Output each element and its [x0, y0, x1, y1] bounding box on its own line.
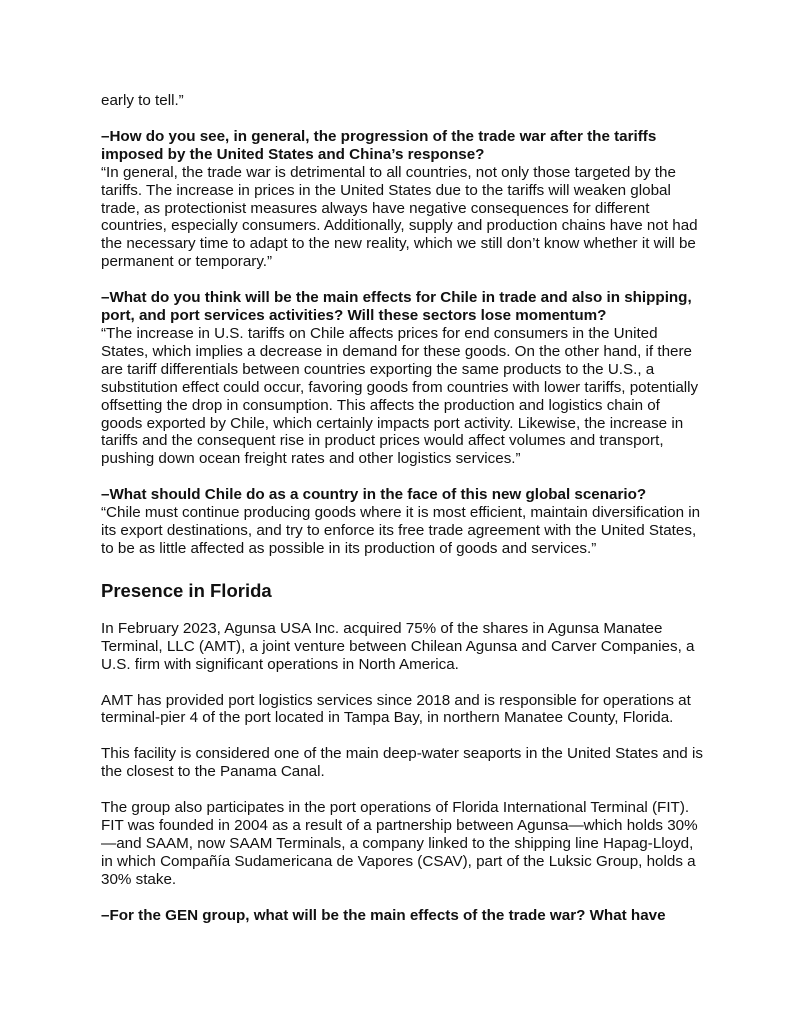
answer-what-should-chile-do: “Chile must continue producing goods where it is most efficient, maintain diversification in its export destinations, and try to enforce its free trade agreement with the United States, to be as little affected as possible in its production of goods and services.” — [101, 504, 701, 557]
paragraph-fit-operations: The group also participates in the port operations of Florida International Terminal (FIT). FIT was founded in 2004 as a result of a partnership between Agunsa—which holds 30%—and SAAM, now SAAM Terminals, a company linked to the shipping line Hapag-Lloyd, in which Compañía Sudamericana de Vapores (CSAV), part of the Luksic Group, holds a 30% stake. — [101, 799, 698, 888]
question-gen-group: –For the GEN group, what will be the main effects of the trade war? What have — [101, 906, 666, 924]
intro-tail-paragraph: early to tell.” — [101, 92, 184, 109]
answer-effects-for-chile: “The increase in U.S. tariffs on Chile affects prices for end consumers in the United States, which implies a decrease in demand for these goods. On the other hand, if there are tariff differentials between countries exporting the same products to the U.S., a substitution effect could occur, favoring goods from countries with lower tariffs, potentially offsetting the drop in consumption. This affects the production and logistics chain of goods exported by Chile, which certainly impacts port activity. Likewise, the increase in tariffs and the consequent rise in product prices would affect volumes and transport, pushing down ocean freight rates and other logistics services.” — [101, 324, 699, 468]
paragraph-amt-services: AMT has provided port logistics services since 2018 and is responsible for operations at terminal-pier 4 of the port located in Tampa Bay, in northern Manatee County, Florida. — [101, 691, 691, 727]
question-trade-war-progression: –How do you see, in general, the progression of the trade war after the tariffs imposed by the United States and China’s response? — [101, 127, 657, 163]
document-page — [101, 92, 703, 925]
answer-trade-war-progression: “In general, the trade war is detrimental to all countries, not only those targeted by the tariffs. The increase in prices in the United States due to the tariffs will weaken global trade, as protectionist measures always have negative consequences for different countries, especially consumers. Additionally, supply and production chains have not had the necessary time to adapt to the new reality, which we still don’t know whether it will be permanent or temporary.” — [101, 163, 698, 271]
paragraph-facility: This facility is considered one of the main deep-water seaports in the United States and is the closest to the Panama Canal. — [101, 745, 703, 781]
question-effects-for-chile: –What do you think will be the main effects for Chile in trade and also in shipping, port, and port services activities? Will these sectors lose momentum? — [101, 289, 692, 325]
paragraph-agunsa-acquisition: In February 2023, Agunsa USA Inc. acquired 75% of the shares in Agunsa Manatee Terminal, LLC (AMT), a joint venture between Chilean Agunsa and Carver Companies, a U.S. firm with significant operations in North America. — [101, 619, 695, 673]
question-what-should-chile-do: –What should Chile do as a country in the face of this new global scenario? — [101, 486, 647, 504]
section-heading-presence-in-florida: Presence in Florida — [101, 579, 272, 601]
